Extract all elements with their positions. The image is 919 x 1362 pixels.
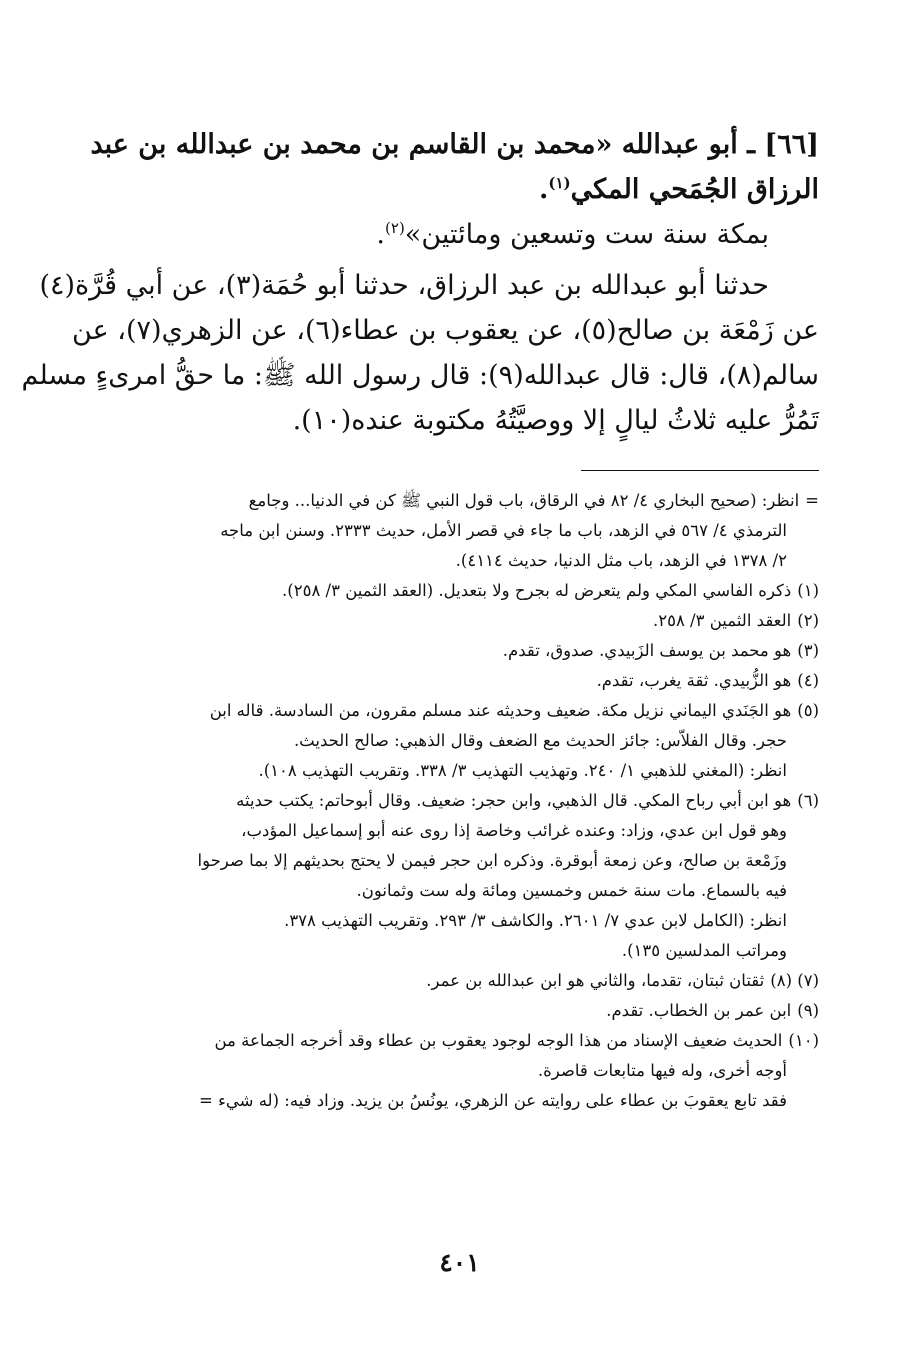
footnote-text: وزَمْعة بن صالح، وعن زمعة أبوقرة. وذكره ابن حجر فيمن لا يحتج بحديثهم إلا بما صرحوا [197, 851, 787, 870]
entry-heading-line-2 [99, 167, 819, 212]
main-text [21, 122, 819, 443]
footnote-text: هو محمد بن يوسف الزَبيدي. صدوق، تقدم. [502, 641, 792, 660]
footnote-line [99, 576, 819, 606]
entry-heading-line-1: [٦٦] ـ أبو عبدالله «محمد بن القاسم بن محمد بن عبدالله بن عبد [90, 129, 819, 160]
footnote-text: فقد تابع يعقوبَ بن عطاء على روايته عن الزهري، يونُسُ بن يزيد. وزاد فيه: (له شيء = [199, 1091, 787, 1110]
footnote-number: (١٠) [788, 1031, 819, 1050]
footnote-line [99, 486, 819, 516]
footnote-line [99, 546, 819, 576]
footnote-number: (٦) [797, 791, 819, 810]
footnote-line [99, 666, 819, 696]
footnote-number: (٧) (٨) [770, 971, 819, 990]
entry-heading-name: الرزاق الجُمَحي المكي [570, 174, 819, 205]
footnote-text: حجر. وقال الفلاّس: جائز الحديث مع الضعف وقال الذهبي: صالح الحديث. [293, 731, 787, 750]
footnote-number: (٣) [797, 641, 819, 660]
footnote-text: انظر: (صحيح البخاري ٤/ ٨٢ في الرقاق، باب قول النبي ﷺ كن في الدنيا... وجامع [248, 491, 800, 510]
heading-end: . [538, 174, 549, 205]
footnote-line [99, 696, 819, 726]
death-end: . [376, 219, 386, 250]
footnote-line [99, 636, 819, 666]
footnote-ref-2: (٢) [385, 219, 405, 237]
footnote-text: العقد الثمين ٣/ ٢٥٨. [652, 611, 792, 630]
footnote-text: فيه بالسماع. مات سنة خمس وخمسين ومائة وله ست وثمانون. [356, 881, 787, 900]
footnote-line [99, 1026, 819, 1056]
footnote-separator [581, 470, 819, 471]
footnote-line [99, 1086, 819, 1116]
footnote-line [99, 1056, 819, 1086]
footnote-number: (٤) [797, 671, 819, 690]
footnote-line [99, 966, 819, 996]
footnote-text: ذكره الفاسي المكي ولم يتعرض له بجرح ولا بتعديل. (العقد الثمين ٣/ ٢٥٨). [282, 581, 792, 600]
footnote-line [99, 816, 819, 846]
page-number: ٤٠١ [439, 1248, 480, 1277]
footnote-text: ثقتان ثبتان، تقدما، والثاني هو ابن عبدالله بن عمر. [426, 971, 765, 990]
footnote-line [99, 786, 819, 816]
footnote-text: انظر: (المغني للذهبي ١/ ٢٤٠. وتهذيب التهذيب ٣/ ٣٣٨. وتقريب التهذيب ١٠٨). [258, 761, 787, 780]
footnote-line [99, 846, 819, 876]
footnote-number: (٢) [797, 611, 819, 630]
footnote-text: هو الجَنَدي اليماني نزيل مكة. ضعيف وحديثه عند مسلم مقرون، من السادسة. قاله ابن [209, 701, 792, 720]
footnote-text: ومراتب المدلسين ١٣٥). [621, 941, 787, 960]
footnote-text: هو الزُّبيدي. ثقة يغرب، تقدم. [596, 671, 792, 690]
footnote-line [99, 996, 819, 1026]
footnote-line [99, 876, 819, 906]
footnote-line [99, 936, 819, 966]
footnote-line [99, 606, 819, 636]
footnote-text: وهو قول ابن عدي، وزاد: وعنده غرائب وخاصة إذا روى عنه أبو إسماعيل المؤدب، [241, 821, 787, 840]
footnote-number: (١) [797, 581, 819, 600]
death-text: بمكة سنة ست وتسعين ومائتين» [404, 219, 769, 250]
footnote-line [99, 726, 819, 756]
footnote-text: ابن عمر بن الخطاب. تقدم. [606, 1001, 792, 1020]
body-line-1: حدثنا أبو عبدالله بن عبد الرزاق، حدثنا أبو حُمَة(٣)، عن أبي قُرَّة(٤) [39, 270, 769, 301]
body-line-2: عن زَمْعَة بن صالح(٥)، عن يعقوب بن عطاء(٦)، عن الزهري(٧)، عن [72, 315, 819, 346]
death-line [99, 212, 819, 257]
footnote-line [99, 756, 819, 786]
footnote-ref-1: (١) [548, 174, 571, 192]
footnote-text: هو ابن أبي رباح المكي. قال الذهبي، وابن حجر: ضعيف. وقال أبوحاتم: يكتب حديثه [236, 791, 792, 810]
body-line-3: سالم(٨)، قال: قال عبدالله(٩): قال رسول الله ﷺ: ما حقُّ امرىءٍ مسلم [21, 360, 819, 391]
footnote-text: انظر: (الكامل لابن عدي ٧/ ٢٦٠١. والكاشف ٣/ ٢٩٣. وتقريب التهذيب ٣٧٨. [284, 911, 787, 930]
footnote-text: أوجه أخرى، وله فيها متابعات قاصرة. [537, 1061, 787, 1080]
footnote-line [99, 516, 819, 546]
body-line-4: تَمُرُّ عليه ثلاثُ ليالٍ إلا ووصيَّتُهُ مكتوبة عنده(١٠). [292, 405, 819, 436]
footnote-text: الحديث ضعيف الإسناد من هذا الوجه لوجود يعقوب بن عطاء وقد أخرجه الجماعة من [214, 1031, 783, 1050]
footnote-number: (٩) [797, 1001, 819, 1020]
footnote-line [99, 906, 819, 936]
footnote-number: (٥) [797, 701, 819, 720]
footnote-text: ٢/ ١٣٧٨ في الزهد، باب مثل الدنيا، حديث ٤١١٤). [455, 551, 787, 570]
footnotes [99, 486, 819, 1116]
footnote-number: = [805, 491, 819, 510]
footnote-text: الترمذي ٤/ ٥٦٧ في الزهد، باب ما جاء في قصر الأمل، حديث ٢٣٣٣. وسنن ابن ماجه [220, 521, 787, 540]
